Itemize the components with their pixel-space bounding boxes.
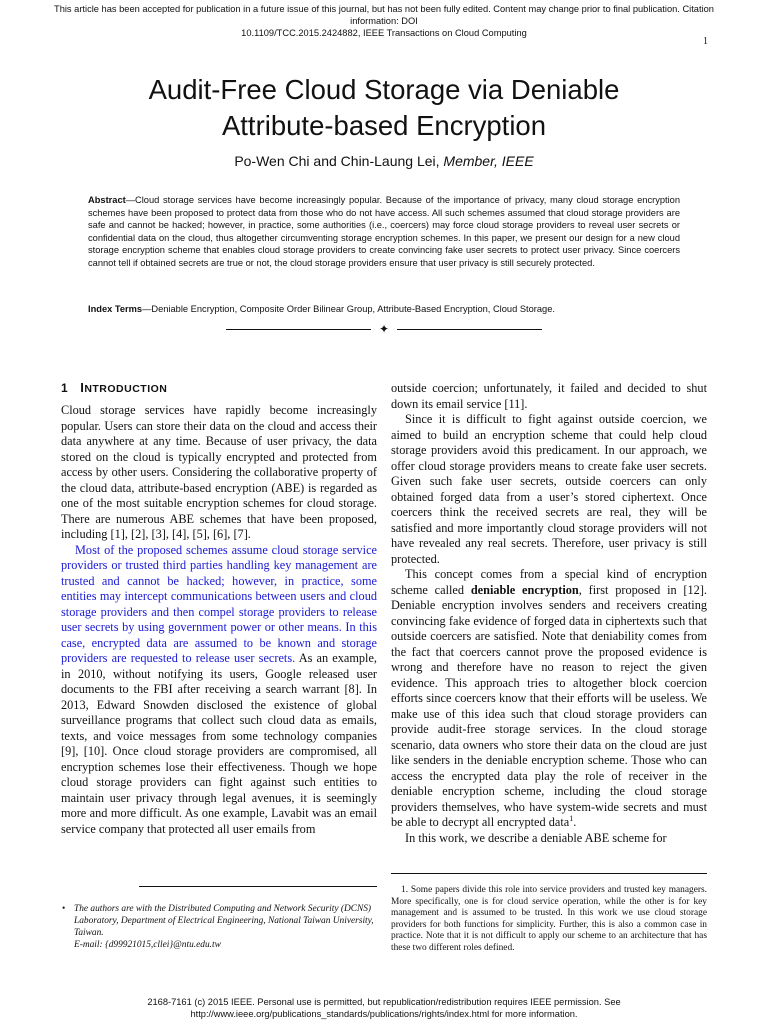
publication-notice-line1: This article has been accepted for publication in a future issue of this journal, but has not been fully edited. Content may change prior to final publication. Citation information: DOI: [54, 4, 714, 26]
copyright-footer: [40, 996, 728, 1020]
bullet-icon: •: [62, 904, 66, 914]
right-column: [391, 381, 707, 846]
author-affiliation-footnote: [62, 903, 374, 951]
right-paragraph-2: [391, 567, 707, 831]
left-paragraph-1: Cloud storage services have rapidly become increasingly popular. Users can store their data on the cloud and access their data anywhere at any time. Because of user privacy, the data stored on the cloud is typically encrypted and protected from access by other users. Considering the collaborative property of the cloud data, attribute-based encryption (ABE) is regarded as one of the most suitable encryption schemes for cloud storage. There are numerous ABE schemes that have been proposed, including [1], [2], [3], [4], [5], [6], [7].: [61, 403, 377, 541]
right-paragraph-2-rest: , first proposed in [12]. Deniable encryption involves senders and receivers creating convincing fake evidence of forged data in ciphertexts such that outside coercers are satisfied. Note that deniability comes from the fact that coercers cannot prove the proposed evidence is wrong and therefore have no reason to reject the given evidence. This approach tries to altogether block coercion efforts since coercers know that their efforts will be useless. We make use of this idea such that cloud storage providers can provide audit-free storage services. In the cloud storage scenario, data owners who store their data on the cloud are just like senders in the deniable encryption scheme. Those who can access the encrypted data play the role of receiver in the deniable encryption scheme, including the cloud storage providers themselves, who have system-wide secrets and must be able to decrypt all encrypted data: [391, 582, 707, 829]
divider-ornament-icon: ✦: [378, 322, 390, 336]
left-paragraph-2: [61, 543, 377, 838]
author-line: [60, 152, 708, 170]
publication-notice-line2: 10.1109/TCC.2015.2424882, IEEE Transactions on Cloud Computing: [241, 28, 527, 38]
copyright-line2: http://www.ieee.org/publications_standards/publications/rights/index.html for more information.: [190, 1009, 578, 1019]
right-paragraph-1: Since it is difficult to fight against outside coercion, we aimed to build an encryption scheme that could help cloud storage providers avoid this predicament. In our approach, we offer cloud storage providers means to create fake user secrets. Given such fake user secrets, outside coercers can only obtained forged data from a user’s stored ciphertext. Once coercers think the received secrets are real, they will be satisfied and more importantly cloud storage providers will not have revealed any real secrets. Therefore, user privacy is still protected.: [391, 412, 707, 566]
section-number: 1: [61, 381, 69, 395]
left-column: [61, 403, 377, 837]
divider-line-right: [397, 329, 542, 330]
index-terms-text: —Deniable Encryption, Composite Order Bilinear Group, Attribute-Based Encryption, Cloud Storage.: [142, 304, 555, 314]
section-title-initial: I: [80, 380, 85, 395]
abstract: [88, 194, 680, 270]
footnote-1: [391, 885, 707, 955]
affiliation-text: The authors are with the Distributed Computing and Network Security (DCNS) Laboratory, Department of Electrical Engineering, National Taiwan University, Taiwan.: [74, 904, 374, 938]
abstract-label: Abstract: [88, 195, 126, 205]
page-number: 1: [703, 36, 708, 47]
affiliation-email: E-mail: {d99921015,cllei}@ntu.edu.tw: [74, 940, 221, 950]
abstract-text: —Cloud storage services have become increasingly popular. Because of the importance of privacy, many cloud storage encryption schemes have been proposed to protect data from those who do not have access. All such schemes assumed that cloud storage providers are safe and cannot be hacked; however, in practice, some authorities (i.e., coercers) may force cloud storage providers to reveal user secrets or confidential data on the cloud, thus altogether circumventing storage encryption schemes. In this paper, we present our design for a new cloud storage encryption scheme that enables cloud storage providers to create convincing fake user secrets to protect user privacy. Since coercers cannot tell if obtained secrets are true or not, the cloud storage providers ensure that user privacy is still securely protected.: [88, 195, 680, 268]
publication-notice: [40, 3, 728, 39]
paper-title-line1: Audit-Free Cloud Storage via Deniable: [148, 74, 620, 105]
footnote-marker: 1: [569, 813, 574, 823]
highlighted-text: Most of the proposed schemes assume cloud storage service providers or trusted third parties handling key management are trusted and cannot be hacked; however, in practice, some entities may intercept communications between users and cloud storage providers and then compel storage providers to release user secrets by using government power or other means. In this case, encrypted data are assumed to be known and storage providers are requested to release user secrets.: [61, 542, 377, 665]
right-paragraph-3: In this work, we describe a deniable ABE scheme for: [405, 830, 667, 845]
bold-term: deniable encryption: [470, 582, 579, 597]
paper-title: [60, 72, 708, 144]
right-paragraph-2-end: .: [573, 815, 577, 829]
section-title-rest: NTRODUCTION: [84, 383, 168, 395]
index-terms-label: Index Terms: [88, 304, 143, 314]
section-heading: [61, 380, 167, 395]
section-divider: [226, 322, 542, 336]
divider-line-left: [226, 329, 371, 330]
right-paragraph-0: outside coercion; unfortunately, it failed and decided to shut down its email service [11].: [391, 381, 707, 411]
copyright-line1: 2168-7161 (c) 2015 IEEE. Personal use is permitted, but republication/redistribution requires IEEE permission. See: [147, 997, 621, 1007]
footnote-1-text: 1. Some papers divide this role into service providers and trusted key managers. More specifically, one is for cloud service operation, while the other is for key management and is assumed to be trusted. In this work we use cloud storage providers for both functions for simplicity. Further, this is also a common case in practice. Note that it is not difficult to apply our scheme to an architecture that has these two different roles defined.: [391, 885, 707, 953]
footnote-rule-right: [391, 873, 707, 874]
footnote-rule-left: [139, 886, 377, 887]
right-paragraph-2-start: This concept comes from a special kind of encryption scheme called: [391, 567, 707, 597]
author-membership: Member, IEEE: [443, 153, 534, 169]
left-paragraph-2-rest: As an example, in 2010, without notifying its users, Google released user documents to the FBI after receiving a search warrant [8]. In 2013, Edward Snowden disclosed the existence of global surveillance programs that collect such cloud data as emails, texts, and voice messages from some technology companies [9], [10]. Once cloud storage providers are compromised, all encryption schemes lose their effectiveness. Though we hope cloud storage providers can fight against such entities to maintain user privacy through legal avenues, it is seemingly more and more difficult. As one example, Lavabit was an email service company that protected all user emails from: [61, 651, 378, 836]
author-names: Po-Wen Chi and Chin-Laung Lei,: [234, 153, 440, 169]
paper-title-line2: Attribute-based Encryption: [221, 110, 547, 141]
index-terms: [88, 303, 680, 316]
